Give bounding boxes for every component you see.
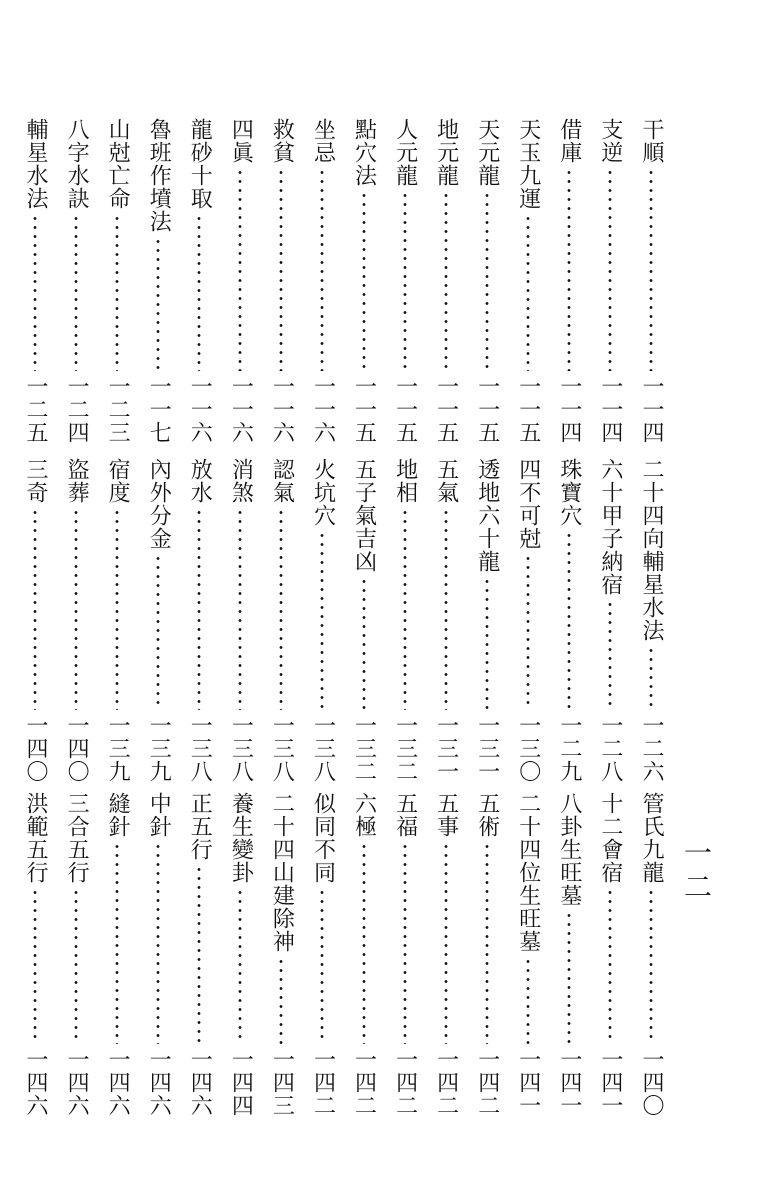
toc-entry (429, 118, 463, 444)
leader-dots (100, 214, 134, 371)
leader-dots (18, 888, 52, 1044)
toc-entry (141, 792, 175, 1117)
entry-title: 三奇 (23, 458, 48, 504)
entry-title: 認氣 (269, 458, 295, 504)
entry-title: 五子氣吉凶 (351, 458, 377, 573)
toc-entry (59, 792, 93, 1117)
leader-dots (141, 237, 175, 371)
entry-page: 一四六 (187, 1048, 213, 1117)
contents-band-top (18, 118, 668, 444)
toc-entry (264, 458, 298, 783)
leader-dots (511, 214, 545, 371)
leader-dots (182, 865, 216, 1044)
toc-entry (429, 458, 463, 783)
leader-dots (182, 214, 216, 371)
toc-entry (634, 458, 668, 783)
leader-dots (223, 888, 257, 1044)
toc-entry (470, 118, 504, 444)
entry-title: 救貧 (269, 118, 295, 164)
entry-page: 一四〇 (64, 714, 90, 783)
leader-dots (305, 531, 339, 710)
entry-page: 一四一 (515, 1048, 541, 1117)
toc-entry (100, 792, 134, 1117)
entry-title: 三合五行 (64, 792, 90, 884)
leader-dots (223, 168, 257, 371)
page-folio: 一二 (680, 838, 713, 906)
entry-page: 一一五 (392, 375, 418, 444)
entry-page: 一一六 (187, 375, 213, 444)
entry-page: 一二五 (23, 375, 48, 444)
entry-page: 一三一 (433, 714, 459, 783)
toc-entry (18, 458, 52, 783)
entry-title: 五福 (392, 792, 418, 838)
entry-title: 中針 (146, 792, 172, 838)
entry-page: 一四二 (310, 1048, 336, 1117)
entry-page: 一三〇 (515, 714, 541, 783)
toc-entry (634, 118, 668, 444)
toc-entry (182, 118, 216, 444)
entry-page: 一一五 (474, 375, 500, 444)
toc-entry (470, 458, 504, 783)
entry-page: 一二四 (64, 375, 90, 444)
entry-page: 一三八 (228, 714, 254, 783)
toc-entry (552, 792, 586, 1117)
entry-page: 一一六 (310, 375, 336, 444)
leader-dots (388, 842, 422, 1044)
entry-page: 一四二 (351, 1048, 377, 1117)
leader-dots (634, 888, 668, 1044)
entry-title: 干順 (638, 118, 664, 164)
leader-dots (511, 957, 545, 1044)
toc-entry (141, 118, 175, 444)
leader-dots (347, 842, 381, 1044)
toc-entry (59, 118, 93, 444)
entry-title: 放水 (187, 458, 213, 504)
entry-title: 借庫 (556, 118, 582, 164)
entry-title: 透地六十龍 (474, 458, 500, 573)
leader-dots (100, 508, 134, 710)
entry-page: 一二八 (597, 714, 623, 783)
entry-title: 天元龍 (474, 118, 500, 187)
entry-title: 養生變卦 (228, 792, 254, 884)
leader-dots (470, 842, 504, 1044)
entry-title: 五事 (433, 792, 459, 838)
entry-page: 一四六 (146, 1048, 172, 1117)
toc-entry (223, 792, 257, 1117)
entry-title: 消煞 (228, 458, 254, 504)
entry-title: 洪範五行 (23, 792, 48, 884)
entry-page: 一三一 (474, 714, 500, 783)
entry-page: 一一五 (351, 375, 377, 444)
leader-dots (429, 508, 463, 710)
leader-dots (141, 554, 175, 710)
toc-entry (18, 792, 52, 1117)
leader-dots (305, 888, 339, 1044)
leader-dots (18, 214, 52, 371)
leader-dots (552, 168, 586, 371)
entry-title: 輔星水法 (23, 118, 48, 210)
toc-entry (305, 792, 339, 1117)
leader-dots (552, 911, 586, 1044)
toc-entry (182, 458, 216, 783)
entry-page: 一一六 (228, 375, 254, 444)
entry-page: 一三二 (351, 714, 377, 783)
toc-entry (141, 458, 175, 783)
toc-entry (593, 792, 627, 1117)
entry-title: 五氣 (433, 458, 459, 504)
toc-entry (552, 118, 586, 444)
entry-page: 一四二 (433, 1048, 459, 1117)
leader-dots (347, 191, 381, 371)
entry-title: 管氏九龍 (638, 792, 664, 884)
entry-page: 一三八 (269, 714, 295, 783)
entry-title: 珠寶穴 (556, 458, 582, 527)
toc-entry (634, 792, 668, 1117)
toc-entry (347, 792, 381, 1117)
entry-page: 一三九 (105, 714, 131, 783)
entry-title: 宿度 (105, 458, 131, 504)
entry-page: 一四四 (228, 1048, 254, 1117)
toc-entry (511, 792, 545, 1117)
entry-title: 山尅亡命 (105, 118, 131, 210)
leader-dots (305, 168, 339, 371)
entry-page: 一一七 (146, 375, 172, 444)
toc-entry (264, 792, 298, 1117)
leader-dots (552, 531, 586, 710)
leader-dots (59, 508, 93, 710)
toc-entry (347, 118, 381, 444)
leader-dots (264, 508, 298, 710)
leader-dots (593, 888, 627, 1044)
entry-page: 一四一 (597, 1048, 623, 1117)
leader-dots (511, 554, 545, 710)
entry-title: 八字水訣 (64, 118, 90, 210)
toc-entry (223, 458, 257, 783)
entry-page: 一三八 (187, 714, 213, 783)
toc-entry (470, 792, 504, 1117)
entry-title: 點穴法 (351, 118, 377, 187)
entry-page: 一二六 (638, 714, 664, 783)
toc-entry (264, 118, 298, 444)
entry-title: 二十四山建除神 (269, 792, 295, 953)
leader-dots (59, 888, 93, 1044)
toc-entry (305, 118, 339, 444)
entry-title: 二十四位生旺墓 (515, 792, 541, 953)
leader-dots (429, 842, 463, 1044)
entry-page: 一一四 (597, 375, 623, 444)
toc-entry (305, 458, 339, 783)
leader-dots (264, 957, 298, 1044)
entry-title: 魯班作墳法 (146, 118, 172, 233)
leader-dots (347, 577, 381, 710)
entry-title: 六十甲子納宿 (597, 458, 623, 596)
entry-title: 似同不同 (310, 792, 336, 884)
entry-page: 一三二 (392, 714, 418, 783)
entry-title: 龍砂十取 (187, 118, 213, 210)
entry-page: 一二九 (556, 714, 582, 783)
leader-dots (593, 168, 627, 371)
toc-entry (388, 792, 422, 1117)
entry-title: 支逆 (597, 118, 623, 164)
leader-dots (18, 508, 52, 710)
toc-entry (100, 118, 134, 444)
contents-band-bottom (18, 792, 668, 1117)
leader-dots (59, 214, 93, 371)
entry-page: 一四六 (64, 1048, 90, 1117)
entry-page: 一四一 (556, 1048, 582, 1117)
entry-title: 八卦生旺墓 (556, 792, 582, 907)
leader-dots (429, 191, 463, 371)
toc-entry (511, 458, 545, 783)
toc-entry (552, 458, 586, 783)
toc-entry (388, 458, 422, 783)
toc-entry (182, 792, 216, 1117)
entry-page: 一一六 (269, 375, 295, 444)
entry-page: 一四二 (474, 1048, 500, 1117)
entry-title: 五術 (474, 792, 500, 838)
entry-title: 地元龍 (433, 118, 459, 187)
entry-page: 一四三 (269, 1048, 295, 1117)
entry-title: 四不可尅 (515, 458, 541, 550)
entry-page: 一四二 (392, 1048, 418, 1117)
entry-title: 二十四向輔星水法 (638, 458, 664, 642)
entry-title: 十二會宿 (597, 792, 623, 884)
toc-entry (511, 118, 545, 444)
entry-title: 內外分金 (146, 458, 172, 550)
entry-title: 六極 (351, 792, 377, 838)
toc-entry (59, 458, 93, 783)
leader-dots (388, 508, 422, 710)
entry-page: 一一五 (433, 375, 459, 444)
entry-title: 人元龍 (392, 118, 418, 187)
entry-title: 四眞 (228, 118, 254, 164)
entry-page: 一四六 (23, 1048, 48, 1117)
entry-page: 一四〇 (638, 1048, 664, 1117)
entry-title: 正五行 (187, 792, 213, 861)
entry-title: 坐忌 (310, 118, 336, 164)
leader-dots (100, 842, 134, 1044)
leader-dots (264, 168, 298, 371)
leader-dots (470, 577, 504, 710)
leader-dots (141, 842, 175, 1044)
toc-entry (18, 118, 52, 444)
leader-dots (470, 191, 504, 371)
entry-page: 一四六 (105, 1048, 131, 1117)
entry-page: 一一五 (515, 375, 541, 444)
toc-entry (593, 458, 627, 783)
entry-page: 一三八 (310, 714, 336, 783)
entry-page: 一三九 (146, 714, 172, 783)
entry-title: 縫針 (105, 792, 131, 838)
leader-dots (223, 508, 257, 710)
entry-title: 地相 (392, 458, 418, 504)
entry-page: 一四〇 (23, 714, 48, 783)
entry-title: 盜葬 (64, 458, 90, 504)
entry-title: 天玉九運 (515, 118, 541, 210)
contents-band-middle (18, 458, 668, 783)
leader-dots (634, 168, 668, 371)
toc-entry (347, 458, 381, 783)
leader-dots (182, 508, 216, 710)
leader-dots (593, 600, 627, 710)
toc-entry (593, 118, 627, 444)
toc-entry (429, 792, 463, 1117)
toc-entry (223, 118, 257, 444)
entry-title: 火坑穴 (310, 458, 336, 527)
entry-page: 一一四 (638, 375, 664, 444)
entry-page: 一二三 (105, 375, 131, 444)
toc-entry (100, 458, 134, 783)
entry-page: 一一四 (556, 375, 582, 444)
leader-dots (634, 646, 668, 710)
toc-entry (388, 118, 422, 444)
leader-dots (388, 191, 422, 371)
